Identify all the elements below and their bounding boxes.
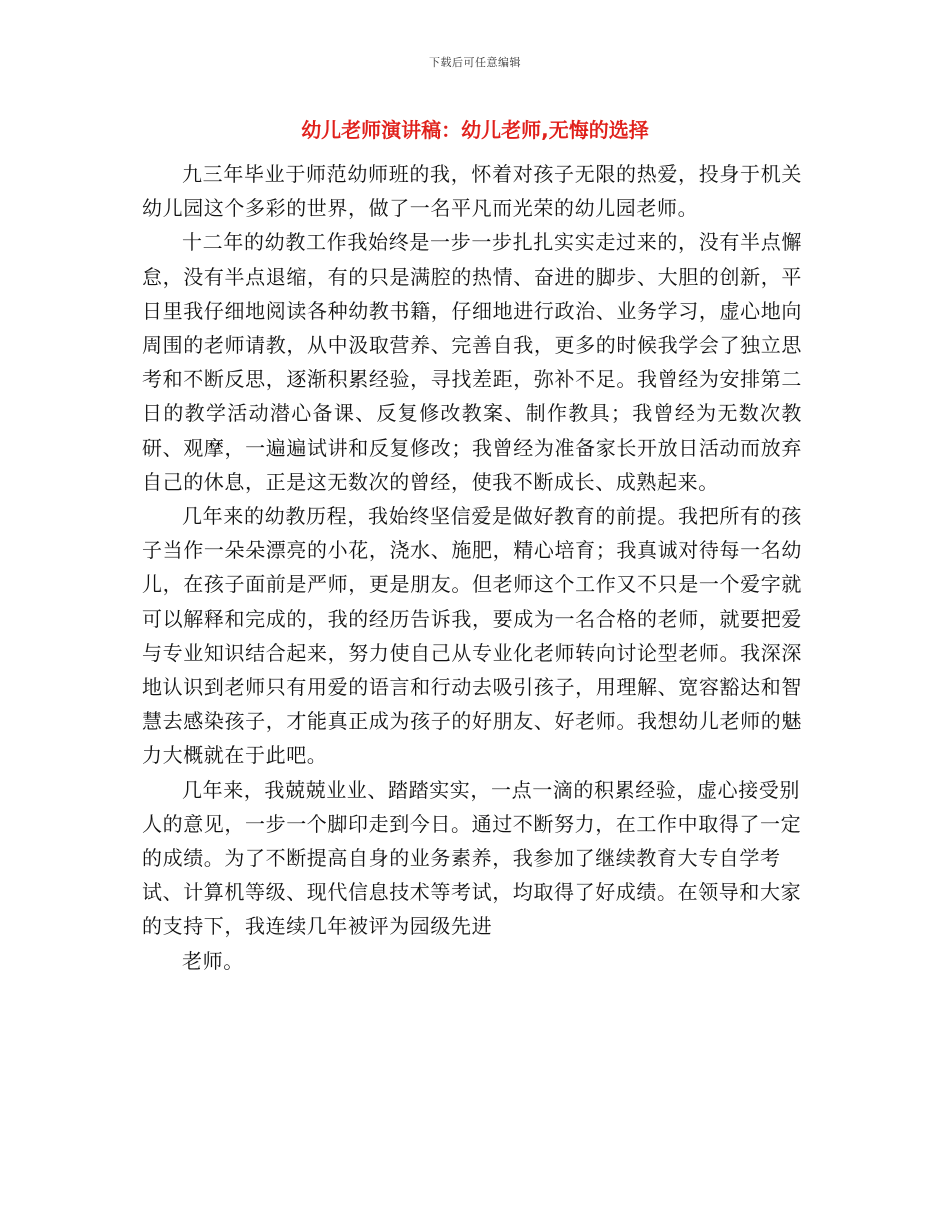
header-note: 下载后可任意编辑 <box>429 56 521 69</box>
paragraph-5: 老师。 <box>182 948 244 973</box>
paragraph-2: 十二年的幼教工作我始终是一步一步扎扎实实走过来的，没有半点懈怠，没有半点退缩，有的只是满腔的热情、奋进的脚步、大胆的创新，平日里我仔细地阅读各种幼教书籍，仔细地进行政治、业务学习，虚心地向周围的老师请教，从中汲取营养、完善自我，更多的时候我学会了独立思考和不断反思，逐渐积累经验，寻找差距，弥补不足。我曾经为安排第二日的教学活动潜心备课、反复修改教案、制作教具；我曾经为无数次教研、观摩，一遍遍试讲和反复修改；我曾经为准备家长开放日活动而放弃自己的休息，正是这无数次的曾经，使我不断成长、成熟起来。 <box>142 230 802 494</box>
paragraph-4: 几年来，我兢兢业业、踏踏实实，一点一滴的积累经验，虚心接受别人的意见，一步一个脚印走到今日。通过不断努力，在工作中取得了一定的成绩。为了不断提高自身的业务素养，我参加了继续教育大专自学考试、计算机等级、现代信息技术等考试，均取得了好成绩。在领导和大家的支持下，我连续几年被评为园级先进 <box>142 777 802 939</box>
document-title: 幼儿老师演讲稿：幼儿老师,无悔的选择 <box>301 118 649 142</box>
document-body <box>142 157 802 978</box>
paragraph-1: 九三年毕业于师范幼师班的我，怀着对孩子无限的热爱，投身于机关幼儿园这个多彩的世界，做了一名平凡而光荣的幼儿园老师。 <box>142 162 802 221</box>
paragraph-3: 几年来的幼教历程，我始终坚信爱是做好教育的前提。我把所有的孩子当作一朵朵漂亮的小花，浇水、施肥，精心培育；我真诚对待每一名幼儿，在孩子面前是严师，更是朋友。但老师这个工作又不只是一个爱字就可以解释和完成的，我的经历告诉我，要成为一名合格的老师，就要把爱与专业知识结合起来，努力使自己从专业化老师转向讨论型老师。我深深地认识到老师只有用爱的语言和行动去吸引孩子，用理解、宽容豁达和智慧去感染孩子，才能真正成为孩子的好朋友、好老师。我想幼儿老师的魅力大概就在于此吧。 <box>142 504 802 768</box>
